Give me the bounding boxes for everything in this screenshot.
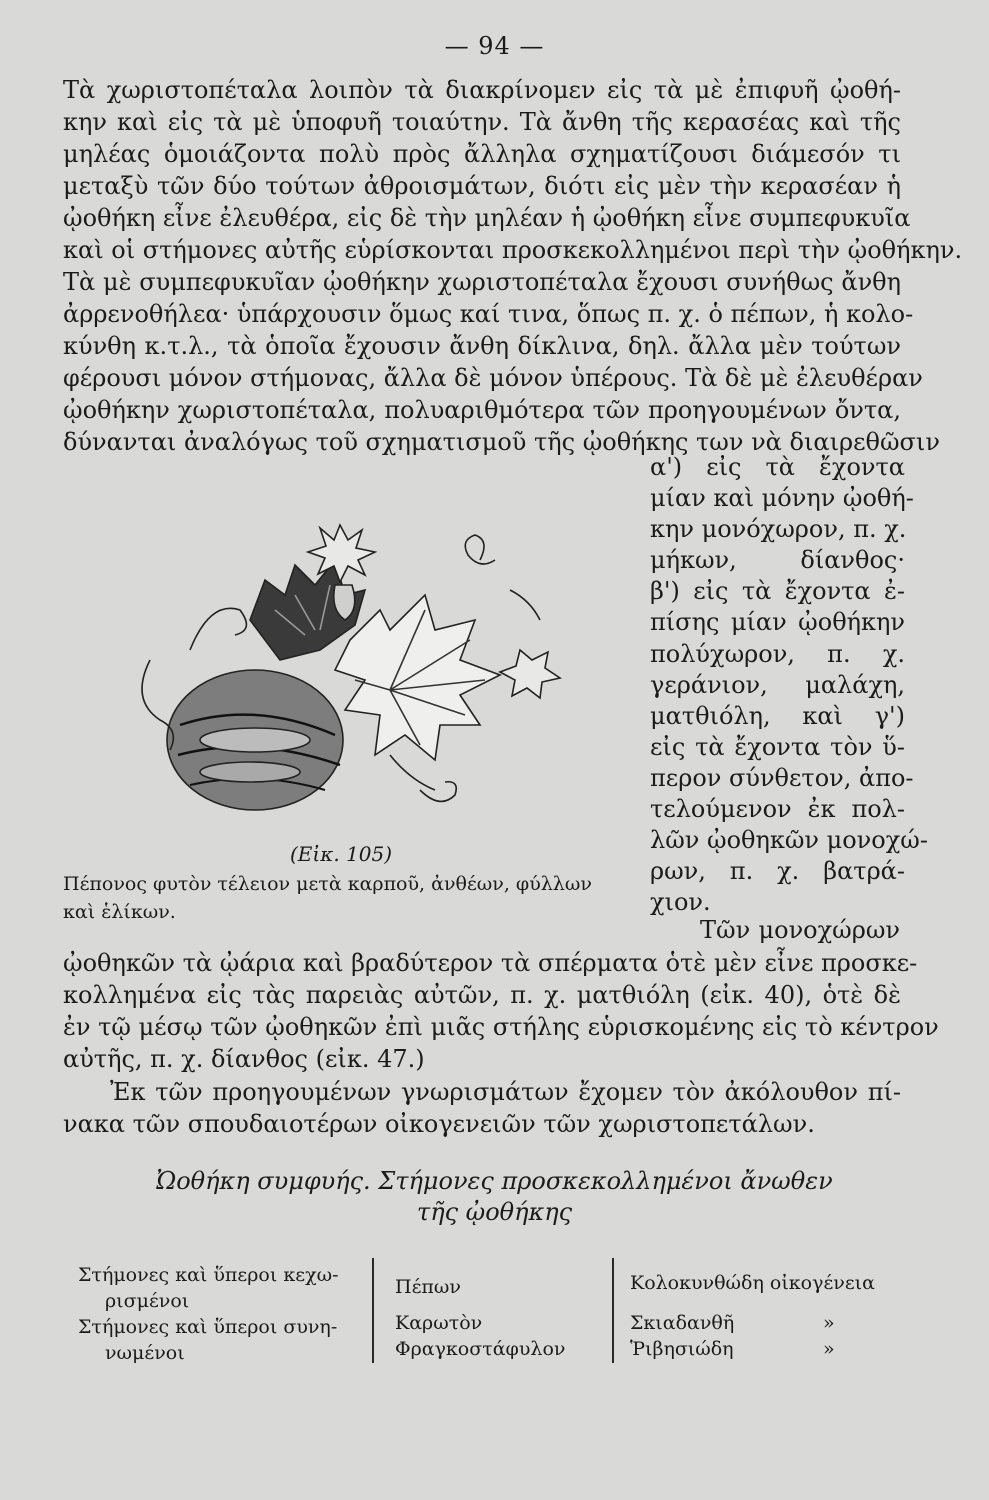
table-cell: Κολοκυνθώδη οἰκογένεια [630,1272,875,1294]
text-line: μίαν καὶ μόνην ᾠοθή- [650,484,914,513]
text-line: ματθιόλη, καὶ γ') [650,701,905,730]
page-number: — 94 — [444,32,545,60]
text-line: γεράνιον, μαλάχη, [650,670,905,699]
text-line: περον σύνθετον, ἀπο- [650,763,914,792]
text-line: κην μονόχωρον, π. χ. [650,515,907,544]
table-cell: Στήμονες καὶ ὕπεροι συνη- [78,1316,338,1338]
text-line: πίσης μίαν ᾠοθήκην [650,608,905,637]
table-cell: Φραγκοστάφυλον [395,1338,566,1360]
melon-plant-illustration [90,500,610,830]
text-line: εἰς τὰ ἔχοντα τὸν ὕ- [650,732,905,761]
text-line: ᾠοθηκῶν τὰ ᾠάρια καὶ βραδύτερον τὰ σπέρματα ὁτὲ μὲν εἶνε προσκε- [63,949,918,977]
text-line: κύνθη κ.τ.λ., τὰ ὁποῖα ἔχουσιν ἄνθη δίκλινα, δηλ. ἄλλα μὲν τούτων [63,332,901,360]
text-line: Τὰ μὲ συμπεφυκυῖαν ᾠοθήκην χωριστοπέταλα ἔχουσι συνήθως ἄνθη [63,268,901,296]
text-line: Τὰ χωριστοπέταλα λοιπὸν τὰ διακρίνομεν εἰς τὰ μὲ ἐπιφυῆ ᾠοθή- [63,76,901,104]
text-line: α') εἰς τὰ ἔχοντα [650,453,905,481]
text-line: Τῶν μονοχώρων [700,916,900,944]
text-line: Ἐκ τῶν προηγουμένων γνωρισμάτων ἔχομεν τὸν ἀκόλουθον πί- [110,1078,901,1106]
text-line: πολύχωρον, π. χ. [650,639,905,668]
text-line: χιον. [650,888,711,917]
figure-caption: Πέπονος φυτὸν τέλειον μετὰ καρποῦ, ἀνθέων, φύλλων [63,873,592,895]
text-line: μήκων, δίανθος· [650,546,905,575]
text-line: ᾠοθήκην χωριστοπέταλα, πολυαριθμότερα τῶν προηγουμένων ὄντα, [63,396,901,424]
table-cell: Στήμονες καὶ ὕπεροι κεχω- [78,1264,339,1286]
text-line: κολλημένα εἰς τὰς παρειὰς αὐτῶν, π. χ. ματθιόλη (εἰκ. 40), ὁτὲ δὲ [63,981,901,1009]
table-title: τῆς ᾠοθήκης [416,1198,573,1226]
table-title: Ὠοθήκη συμφυής. Στήμονες προσκεκολλημένοι ἄνωθεν [156,1167,833,1195]
table-cell: Ῥιβησιώδη [630,1338,734,1360]
figure-label: (Εἰκ. 105) [290,842,393,866]
text-line: καὶ οἱ στήμονες αὐτῆς εὑρίσκονται προσκεκολλημένοι περὶ τὴν ᾠοθήκην. [63,236,963,264]
text-line: λῶν ᾠοθηκῶν μονοχώ- [650,826,928,855]
table-cell: » [823,1312,835,1334]
wrapped-text-column [650,452,928,918]
table-cell: » [823,1338,835,1360]
table-cell: νωμένοι [105,1342,185,1364]
text-line: ἐν τῷ μέσῳ τῶν ᾠοθηκῶν ἐπὶ μιᾶς στήλης εὑρισκομένης εἰς τὸ κέντρον [63,1013,939,1041]
table-divider [612,1258,614,1363]
text-line: ἀρρενοθήλεα· ὑπάρχουσιν ὅμως καί τινα, ὅπως π. χ. ὁ πέπων, ἡ κολο- [63,300,914,328]
figure-caption: καὶ ἑλίκων. [63,901,176,923]
text-line: τελούμενον ἐκ πολ- [650,795,905,824]
table-cell: Πέπων [395,1276,461,1298]
text-line: κην καὶ εἰς τὰ μὲ ὑποφυῆ τοιαύτην. Τὰ ἄνθη τῆς κερασέας καὶ τῆς [63,108,901,136]
text-line: μεταξὺ τῶν δύο τούτων ἀθροισμάτων, διότι εἰς μὲν τὴν κερασέαν ἡ [63,172,901,200]
text-line: νακα τῶν σπουδαιοτέρων οἰκογενειῶν τῶν χωριστοπετάλων. [63,1110,815,1138]
table-cell: Σκιαδανθῆ [630,1312,735,1334]
text-line: φέρουσι μόνον στήμονας, ἄλλα δὲ μόνον ὑπέρους. Τὰ δὲ μὲ ἐλευθέραν [63,364,923,392]
text-line: ᾠοθήκη εἶνε ἐλευθέρα, εἰς δὲ τὴν μηλέαν ἡ ᾠοθήκη εἶνε συμπεφυκυῖα [63,204,911,232]
table-cell: Καρωτὸν [395,1312,483,1334]
table-cell: ρισμένοι [105,1290,190,1312]
table-divider [372,1258,374,1363]
text-line: μηλέας ὁμοιάζοντα πολὺ πρὸς ἄλληλα σχηματίζουσι διάμεσόν τι [63,140,901,168]
text-line: ρων, π. χ. βατρά- [650,857,905,886]
text-line: β') εἰς τὰ ἔχοντα ἐ- [650,577,905,606]
text-line: δύνανται ἀναλόγως τοῦ σχηματισμοῦ τῆς ᾠοθήκης των νὰ διαιρεθῶσιν [63,428,940,456]
text-line: αὐτῆς, π. χ. δίανθος (εἰκ. 47.) [63,1045,425,1073]
